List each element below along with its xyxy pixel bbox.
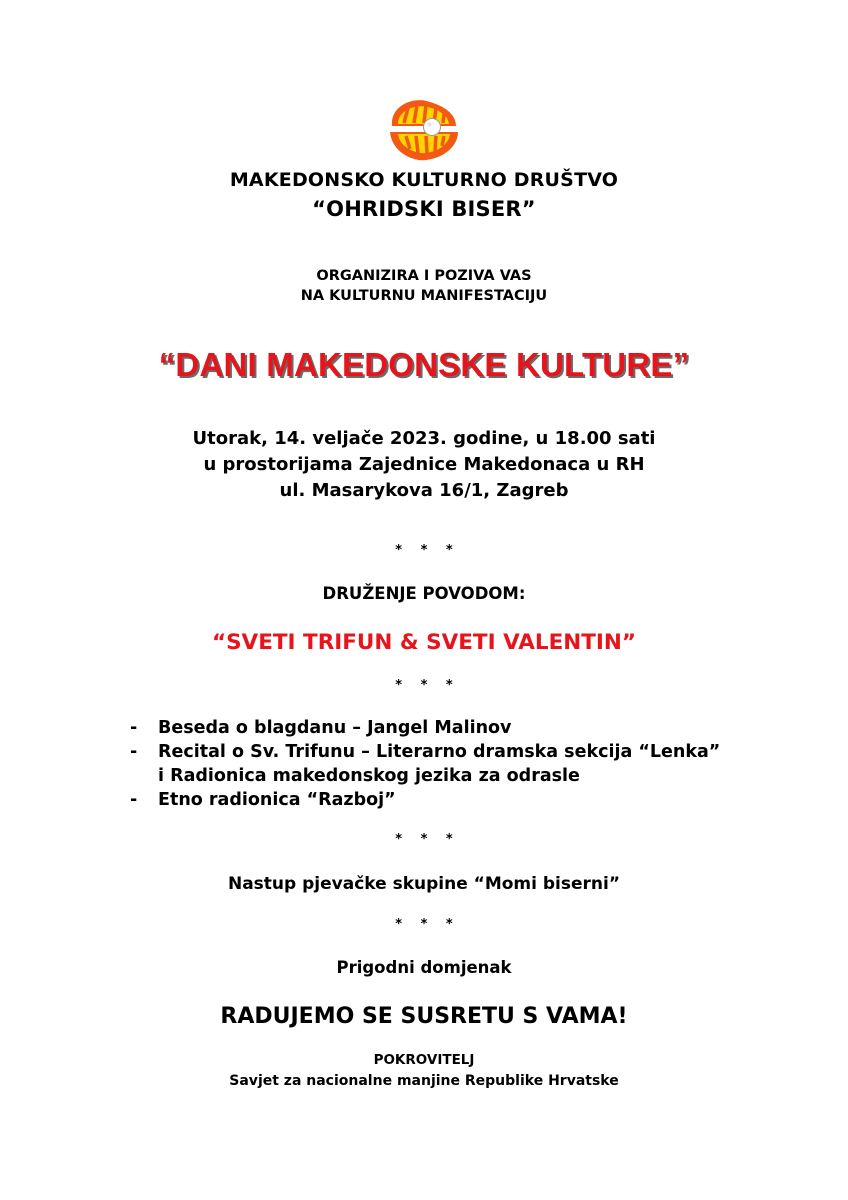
organization-name-line1: MAKEDONSKO KULTURNO DRUŠTVO [229, 169, 619, 191]
separator-stars: * * * [395, 832, 453, 847]
event-title: “DANI MAKEDONSKE KULTURE” [158, 346, 690, 383]
event-address: ul. Masarykova 16/1, Zagreb [279, 480, 569, 501]
pearl-shell-logo-icon [386, 96, 462, 162]
sponsor-label: POKROVITELJ [373, 1052, 475, 1068]
intro-line2: NA KULTURNU MANIFESTACIJU [300, 288, 548, 304]
list-item [130, 788, 720, 812]
organization-name-line2: “OHRIDSKI BISER” [312, 197, 536, 221]
program-item-text: Beseda o blagdanu – Jangel Malinov [158, 718, 512, 738]
gathering-title: “SVETI TRIFUN & SVETI VALENTIN” [211, 630, 637, 655]
program-list [130, 716, 720, 812]
intro-line1: ORGANIZIRA I POZIVA VAS [316, 268, 532, 284]
separator-stars: * * * [395, 543, 453, 558]
closing-message: RADUJEMO SE SUSRETU S VAMA! [220, 1004, 628, 1029]
gathering-heading: DRUŽENJE POVODOM: [322, 584, 526, 603]
list-bullet: - [130, 790, 138, 810]
list-bullet: - [130, 742, 138, 762]
separator-stars: * * * [395, 678, 453, 693]
list-bullet: - [130, 718, 138, 738]
program-item-continuation: i Radionica makedonskog jezika za odrasle [158, 766, 580, 786]
list-item [130, 716, 720, 740]
program-item-text: Recital o Sv. Trifunu – Literarno dramska sekcija “Lenka” [158, 742, 721, 762]
separator-stars: * * * [395, 917, 453, 932]
reception-line: Prigodni domjenak [336, 958, 512, 977]
event-datetime: Utorak, 14. veljače 2023. godine, u 18.00 sati [192, 428, 656, 449]
list-item [130, 740, 720, 788]
sponsor-name: Savjet za nacionalne manjine Republike Hrvatske [229, 1073, 619, 1089]
performance-line: Nastup pjevačke skupine “Momi biserni” [227, 874, 621, 894]
event-venue: u prostorijama Zajednice Makedonaca u RH [203, 454, 645, 475]
program-item-text: Etno radionica “Razboj” [158, 790, 396, 810]
